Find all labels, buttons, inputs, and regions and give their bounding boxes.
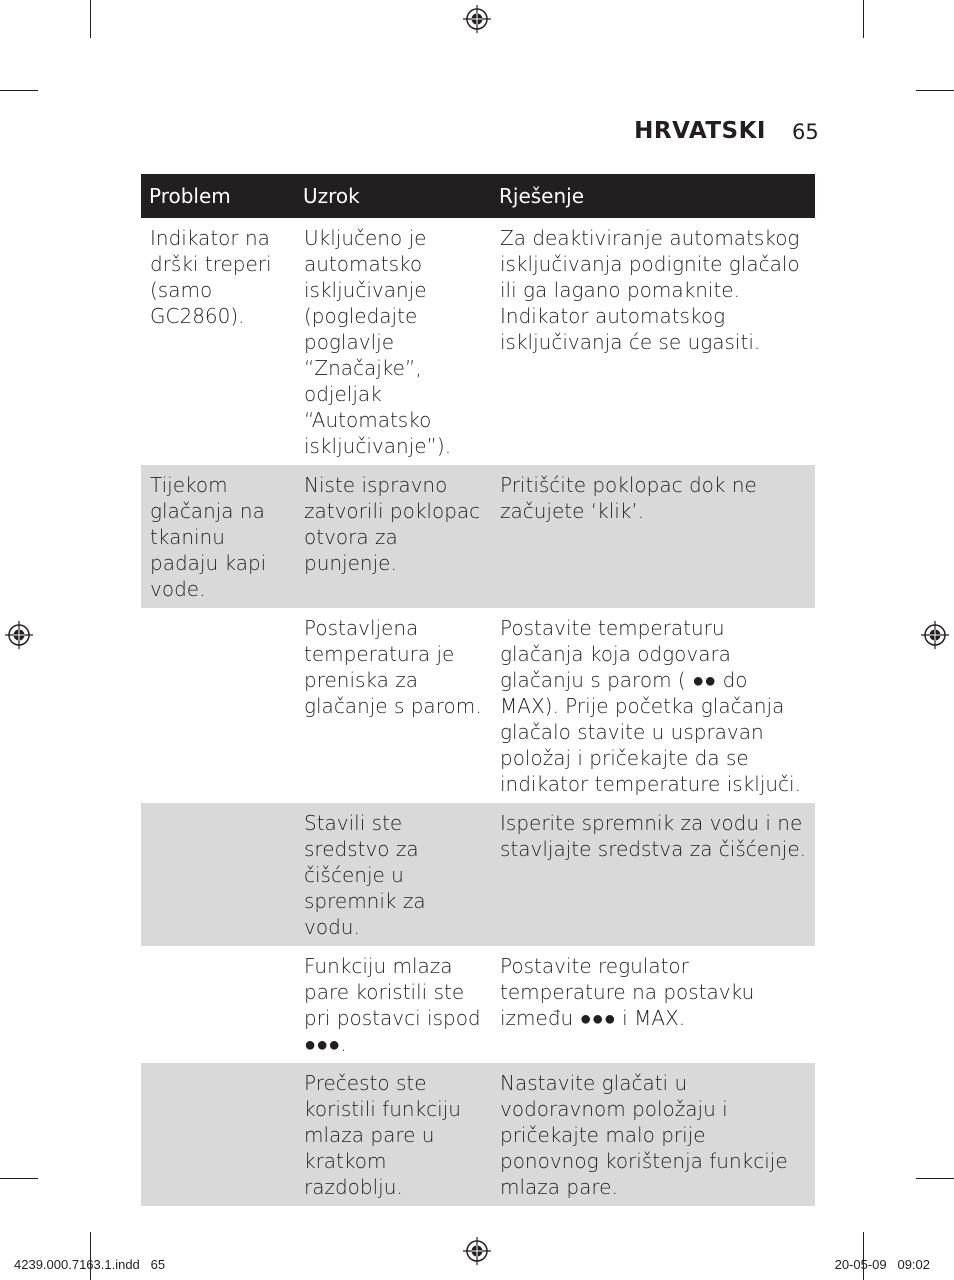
column-header-cause: Uzrok (295, 174, 491, 218)
column-header-problem: Problem (141, 174, 295, 218)
cell-cause: Funkciju mlaza pare koristili ste pri postavci ispod ●●●. (304, 954, 481, 1056)
cell-cause: Niste ispravno zatvorili poklopac otvora za punjenje. (295, 465, 491, 608)
cell-cause: Stavili ste sredstvo za čišćenje u spremnik za vodu. (295, 803, 491, 946)
registration-mark-icon (462, 1236, 492, 1266)
cell-cause: Postavljena temperatura je preniska za glačanje s parom. (304, 616, 482, 718)
cell-cause: Prečesto ste koristili funkciju mlaza pare u kratkom razdoblju. (295, 1063, 491, 1206)
cell-solution: Pritišćite poklopac dok ne začujete ‘klik’. (491, 465, 815, 608)
page-number: 65 (792, 120, 819, 144)
cell-solution: Nastavite glačati u vodoravnom položaju i pričekajte malo prije ponovnog korištenja funkcije mlaza pare. (491, 1063, 815, 1206)
cell-problem: Tijekom glačanja na tkaninu padaju kapi vode. (141, 465, 295, 608)
registration-mark-icon (462, 4, 492, 34)
crop-mark (90, 0, 91, 38)
cell-problem (141, 1063, 295, 1206)
registration-mark-icon (920, 620, 950, 650)
cell-problem (141, 803, 295, 946)
registration-mark-icon (4, 620, 34, 650)
troubleshooting-table (141, 174, 815, 1206)
crop-mark (916, 90, 954, 91)
crop-mark (90, 1232, 91, 1280)
cell-solution: Postavite temperaturu glačanja koja odgovara glačanju s parom ( ●● do MAX). Prije početka glačanja glačalo stavite u uspravan položaj i pričekajte da se indikator temperature isključi. (500, 616, 801, 796)
table-row (141, 803, 815, 946)
footer-date-time: 20-05-09 09:02 (834, 1257, 930, 1272)
table-row (141, 1063, 815, 1206)
cell-solution: Za deaktiviranje automatskog isključivanja podignite glačalo ili ga lagano pomaknite. Indikator automatskog isključivanja će se ugasiti. (500, 226, 800, 354)
crop-mark (0, 1178, 38, 1179)
crop-mark (863, 1232, 864, 1280)
column-header-solution: Rješenje (491, 174, 815, 218)
cell-solution: Postavite regulator temperature na postavku između ●●● i MAX. (500, 954, 755, 1030)
crop-mark (0, 90, 38, 91)
section-language-title: HRVATSKI (634, 118, 766, 144)
cell-solution: Isperite spremnik za vodu i ne stavljajte sredstva za čišćenje. (491, 803, 815, 946)
cell-problem (141, 608, 295, 803)
cell-cause: Uključeno je automatsko isključivanje (pogledajte poglavlje “Značajke”, odjeljak “Automatsko isključivanje”). (304, 226, 452, 458)
table-row (141, 218, 815, 465)
cell-problem: Indikator na drški treperi (samo GC2860). (150, 226, 272, 328)
cell-problem (141, 946, 295, 1063)
footer-file-info: 4239.000.7163.1.indd 65 (14, 1257, 166, 1272)
table-header-row (141, 174, 815, 218)
table-row (141, 465, 815, 608)
table-row (141, 608, 815, 803)
crop-mark (916, 1178, 954, 1179)
table-row (141, 946, 815, 1063)
crop-mark (863, 0, 864, 38)
